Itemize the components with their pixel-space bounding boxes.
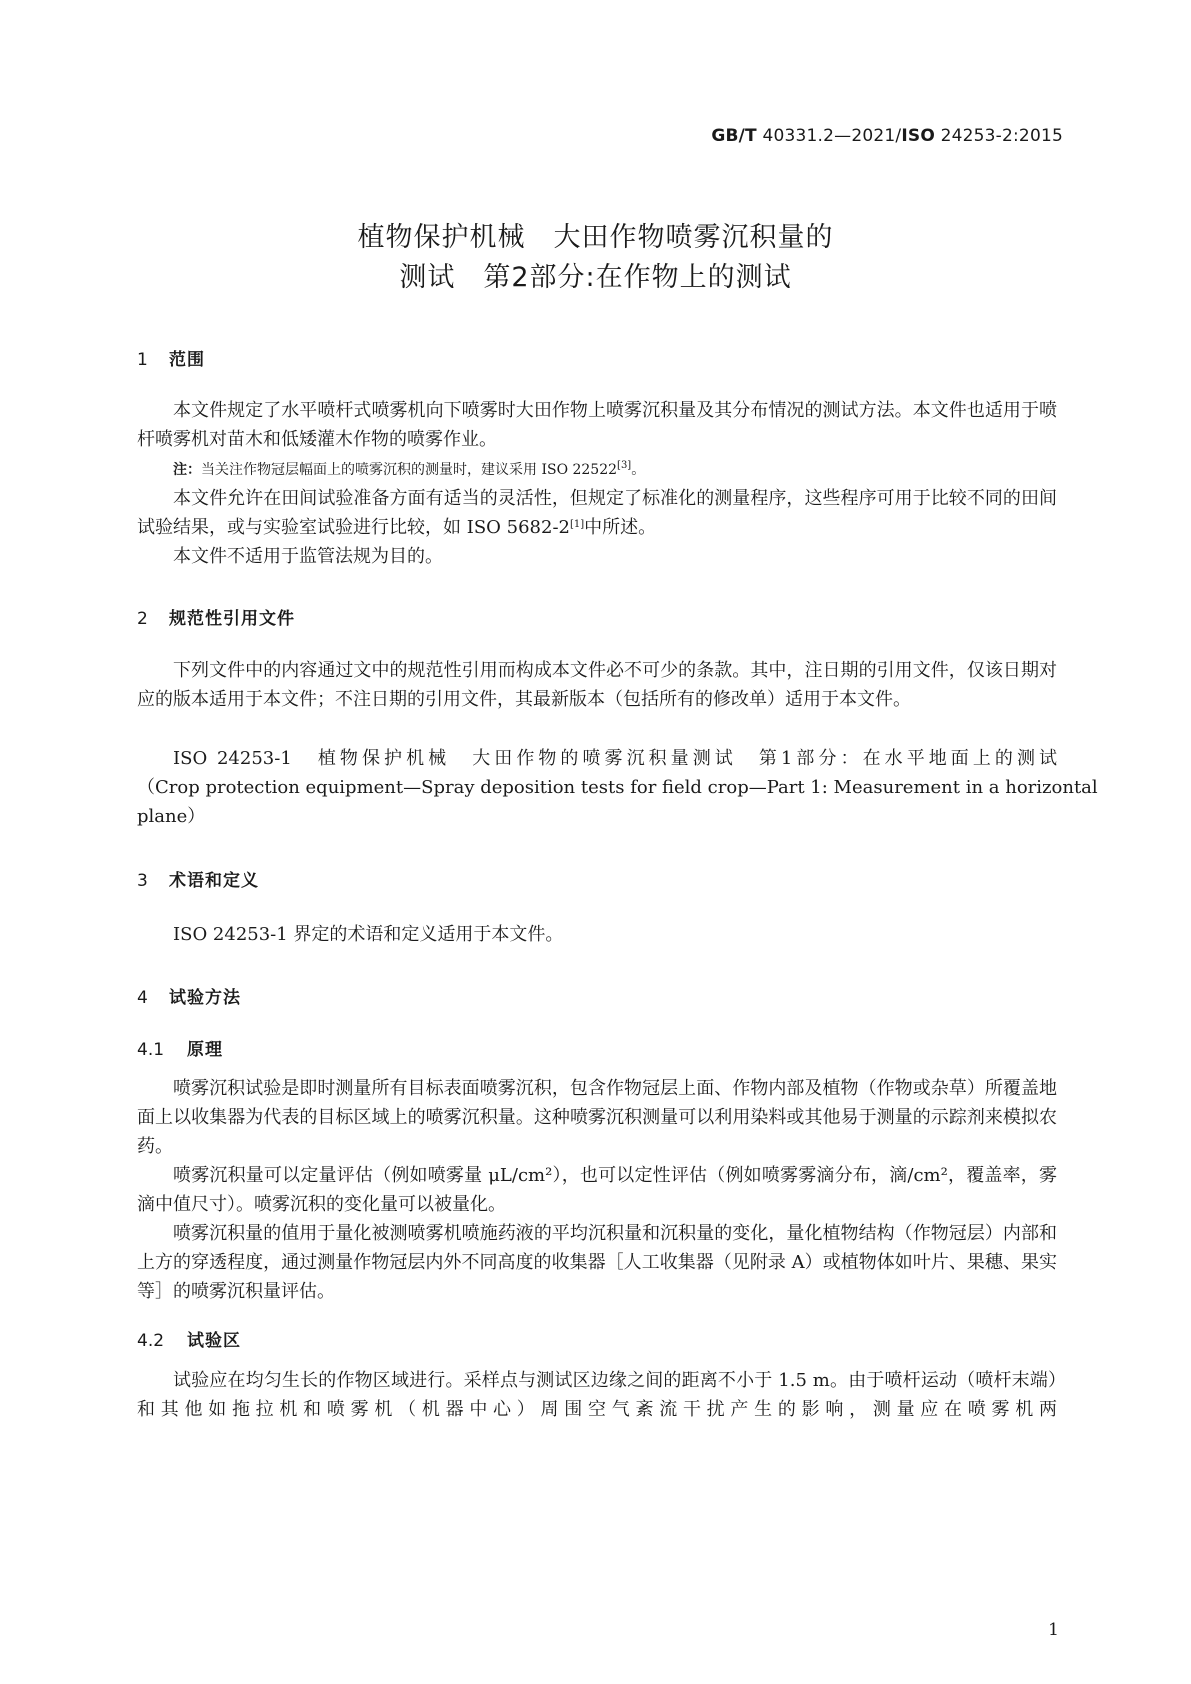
section-3-paragraph-1: ISO 24253-1 界定的术语和定义适用于本文件。	[173, 924, 564, 945]
section-1-heading	[137, 345, 205, 370]
subsection-title: 原理	[187, 1040, 223, 1060]
section-title: 规范性引用文件	[169, 609, 295, 629]
section-2-heading	[137, 604, 295, 629]
subsection-number: 4.1	[137, 1040, 165, 1060]
section-number: 3	[137, 871, 148, 891]
note-reference: [3]	[617, 460, 632, 471]
section-1-paragraph-2	[137, 484, 1057, 542]
normative-reference-line-2: （Crop protection equipment—Spray deposition tests for field crop—Part 1: Measurement in a horizontal	[137, 777, 1098, 798]
subsection-4-1-paragraph-2: 喷雾沉积量可以定量评估（例如喷雾量 μL/cm²），也可以定性评估（例如喷雾雾滴分布，滴/cm²，覆盖率，雾滴中值尺寸）。喷雾沉积的变化量可以被量化。	[137, 1165, 1057, 1215]
normative-reference-line-3: plane）	[137, 806, 206, 827]
section-title: 试验方法	[169, 988, 241, 1008]
subsection-4-2-heading	[137, 1326, 241, 1351]
section-1-paragraph-3: 本文件不适用于监管法规为目的。	[173, 546, 443, 567]
subsection-title: 试验区	[187, 1331, 241, 1351]
code-iso-number: 24253-2:2015	[934, 126, 1063, 146]
section-number: 2	[137, 609, 148, 629]
section-number: 1	[137, 350, 148, 370]
note-text: 当关注作物冠层幅面上的喷雾沉积的测量时，建议采用 ISO 22522	[201, 462, 618, 478]
paragraph-text: 本文件允许在田间试验准备方面有适当的灵活性，但规定了标准化的测量程序，这些程序可用于比较不同的田间试验结果，或与实验室试验进行比较，如 ISO 5682-2	[137, 488, 1057, 538]
code-number: 40331.2—2021/	[756, 126, 902, 146]
subsection-number: 4.2	[137, 1331, 165, 1351]
page-number: 1	[1048, 1620, 1059, 1640]
subsection-4-1-heading	[137, 1035, 223, 1060]
note-end: 。	[631, 462, 646, 478]
subsection-4-1-paragraph-1: 喷雾沉积试验是即时测量所有目标表面喷雾沉积，包含作物冠层上面、作物内部及植物（作物或杂草）所覆盖地面上以收集器为代表的目标区域上的喷雾沉积量。这种喷雾沉积测量可以利用染料或其他易于测量的示踪剂来模拟农药。	[137, 1078, 1057, 1157]
section-title: 术语和定义	[169, 871, 259, 891]
code-prefix: GB/T	[711, 126, 757, 146]
section-2-paragraph-1: 下列文件中的内容通过文中的规范性引用而构成本文件必不可少的条款。其中，注日期的引用文件，仅该日期对应的版本适用于本文件；不注日期的引用文件，其最新版本（包括所有的修改单）适用于本文件。	[137, 660, 1057, 710]
subsection-4-1-paragraph-3: 喷雾沉积量的值用于量化被测喷雾机喷施药液的平均沉积量和沉积量的变化，量化植物结构（作物冠层）内部和上方的穿透程度，通过测量作物冠层内外不同高度的收集器［人工收集器（见附录 A）或植物体如叶片、果穗、果实等］的喷雾沉积量评估。	[137, 1223, 1057, 1302]
document-title-line2: 测试 第2部分:在作物上的测试	[399, 262, 792, 293]
subsection-4-2-paragraph-1: 试验应在均匀生长的作物区域进行。采样点与测试区边缘之间的距离不小于 1.5 m。由于喷杆运动（喷杆末端）和其他如拖拉机和喷雾机（机器中心）周围空气紊流干扰产生的影响，测量应在喷雾机两	[137, 1370, 1057, 1420]
section-4-heading	[137, 983, 241, 1008]
normative-reference-line-1: ISO 24253-1 植物保护机械 大田作物的喷雾沉积量测试 第1部分：在水平地面上的测试	[173, 748, 1057, 769]
section-number: 4	[137, 988, 148, 1008]
reference-marker: [1]	[569, 519, 585, 530]
paragraph-text-end: 中所述。	[584, 517, 657, 538]
section-1-note	[173, 459, 645, 479]
standard-code	[711, 126, 1063, 146]
section-1-paragraph-1: 本文件规定了水平喷杆式喷雾机向下喷雾时大田作物上喷雾沉积量及其分布情况的测试方法。本文件也适用于喷杆喷雾机对苗木和低矮灌木作物的喷雾作业。	[137, 400, 1057, 450]
section-3-heading	[137, 866, 259, 891]
section-title: 范围	[169, 350, 205, 370]
code-iso: ISO	[901, 126, 935, 146]
document-title-line1: 植物保护机械 大田作物喷雾沉积量的	[357, 222, 834, 253]
note-label: 注：	[173, 462, 201, 478]
